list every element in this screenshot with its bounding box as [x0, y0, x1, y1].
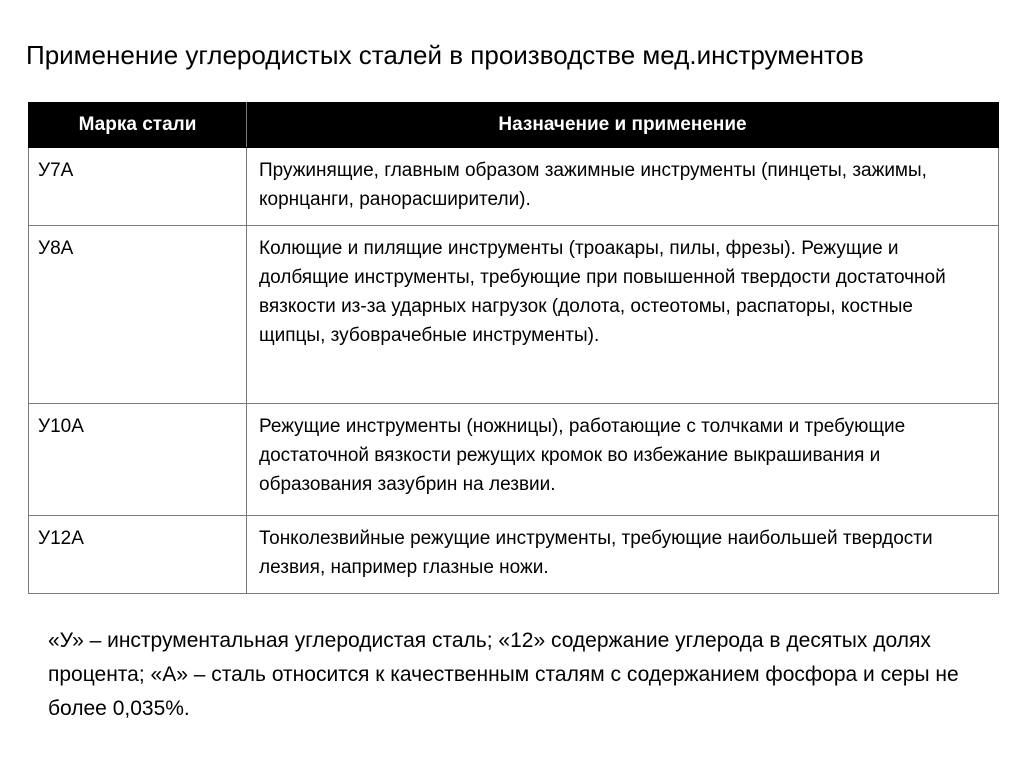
- steel-grades-table: [28, 102, 999, 594]
- grade-cell: У12А: [29, 516, 247, 594]
- purpose-cell: Тонколезвийные режущие инструменты, требующие наибольшей твердости лезвия, например глазные ножи.: [247, 516, 999, 594]
- grade-cell: У7А: [29, 148, 247, 226]
- slide-title: Применение углеродистых сталей в производстве мед.инструментов: [26, 40, 864, 70]
- table-row: [29, 226, 999, 404]
- header-purpose: Назначение и применение: [247, 103, 999, 148]
- purpose-cell: Пружинящие, главным образом зажимные инструменты (пинцеты, зажимы, корнцанги, ранорасширители).: [247, 148, 999, 226]
- table-row: [29, 516, 999, 594]
- footnote-text: «У» – инструментальная углеродистая сталь; «12» содержание углерода в десятых долях процента; «А» – сталь относится к качественным сталям с содержанием фосфора и серы не более 0,035%.: [48, 629, 959, 720]
- table-header-row: [29, 103, 999, 148]
- grade-cell: У10А: [29, 404, 247, 516]
- purpose-cell: Режущие инструменты (ножницы), работающие с толчками и требующие достаточной вязкости режущих кромок во избежание выкрашивания и образования зазубрин на лезвии.: [247, 404, 999, 516]
- table-row: [29, 404, 999, 516]
- table-row: [29, 148, 999, 226]
- grade-cell: У8А: [29, 226, 247, 404]
- header-steel-grade: Марка стали: [29, 103, 247, 148]
- purpose-cell: Колющие и пилящие инструменты (троакары, пилы, фрезы). Режущие и долбящие инструменты, требующие при повышенной твердости достаточной вязкости из-за ударных нагрузок (долота, остеотомы, распаторы, костные щипцы, зубоврачебные инструменты).: [247, 226, 999, 404]
